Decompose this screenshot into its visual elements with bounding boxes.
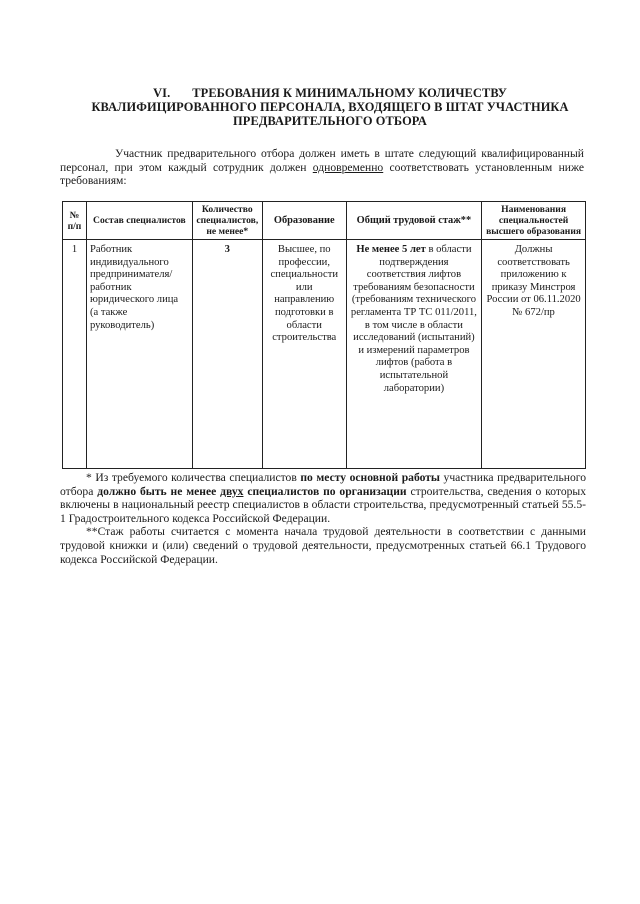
- intro-paragraph: [60, 147, 584, 188]
- footnote-1-a: * Из требуемого количества специалистов: [86, 471, 301, 484]
- experience-rest: в области подтверждения соответствия лифтов требованиям безопасности (требованиям технического регламента ТР ТС 011/2011, в том числе в области исследований (испытаний) и измерений параметров лифтов (работа в испытательной лаборатории): [350, 244, 477, 394]
- header-num: № п/п: [63, 202, 87, 240]
- cell-education: Высшее, по профессии, специальности или направлению подготовки в области строительства: [262, 240, 346, 469]
- section-number: VI.: [153, 86, 171, 100]
- cell-qty: 3: [192, 240, 262, 469]
- table-row: [63, 240, 586, 469]
- footnotes: [60, 471, 586, 566]
- section-title-line1: ТРЕБОВАНИЯ К МИНИМАЛЬНОМУ КОЛИЧЕСТВУ: [192, 86, 507, 100]
- heading-line-1: [60, 86, 600, 100]
- intro-part2: соответствовать установленным ниже требованиям:: [60, 160, 584, 187]
- intro-underlined-word: одновременно: [312, 160, 384, 174]
- header-experience: Общий трудовой стаж**: [346, 202, 481, 240]
- cell-num: 1: [63, 240, 87, 469]
- footnote-1-f: специалистов по организации: [247, 484, 407, 498]
- footnote-1-c: участника предварительного отбора: [60, 471, 587, 498]
- footnote-1-d: должно быть не менее: [97, 484, 217, 498]
- section-heading: [60, 86, 600, 128]
- requirements-table: [62, 201, 586, 469]
- intro-part1: Участник предварительного отбора должен иметь в штате следующий квалифицированный персонал, при этом каждый сотрудник должен: [60, 147, 584, 174]
- footnote-2: **Стаж работы считается с момента начала трудовой деятельности в соответствии с данными трудовой книжки и (или) сведений о трудовой деятельности, предусмотренных статьей 66.1 Трудового кодекса Российской Федерации.: [60, 525, 586, 566]
- footnote-1-b: по месту основной работы: [300, 471, 440, 484]
- footnote-1-e: двух: [220, 484, 244, 498]
- section-title-line2: КВАЛИФИЦИРОВАННОГО ПЕРСОНАЛА, ВХОДЯЩЕГО В ШТАТ УЧАСТНИКА: [91, 100, 569, 114]
- cell-staff: Работник индивидуального предпринимателя/ работник юридического лица (а также руководитель): [86, 240, 192, 469]
- header-qty: Количество специалистов, не менее*: [192, 202, 262, 240]
- header-education: Образование: [262, 202, 346, 240]
- cell-experience: [346, 240, 481, 469]
- header-specialty-names: Наименования специальностей высшего образования: [482, 202, 586, 240]
- section-title-line3: ПРЕДВАРИТЕЛЬНОГО ОТБОРА: [233, 114, 427, 128]
- footnote-1: [60, 471, 586, 525]
- experience-bold: Не менее 5 лет: [356, 244, 426, 255]
- cell-specialty-names: Должны соответствовать приложению к приказу Минстроя России от 06.11.2020 № 672/пр: [482, 240, 586, 469]
- table-header-row: [63, 202, 586, 240]
- header-staff: Состав специалистов: [86, 202, 192, 240]
- footnote-1-g: строительства, сведения о которых включены в национальный реестр специалистов в области строительства, предусмотренный статьей 55.5-1 Градостроительного кодекса Российской Федерации.: [60, 484, 586, 525]
